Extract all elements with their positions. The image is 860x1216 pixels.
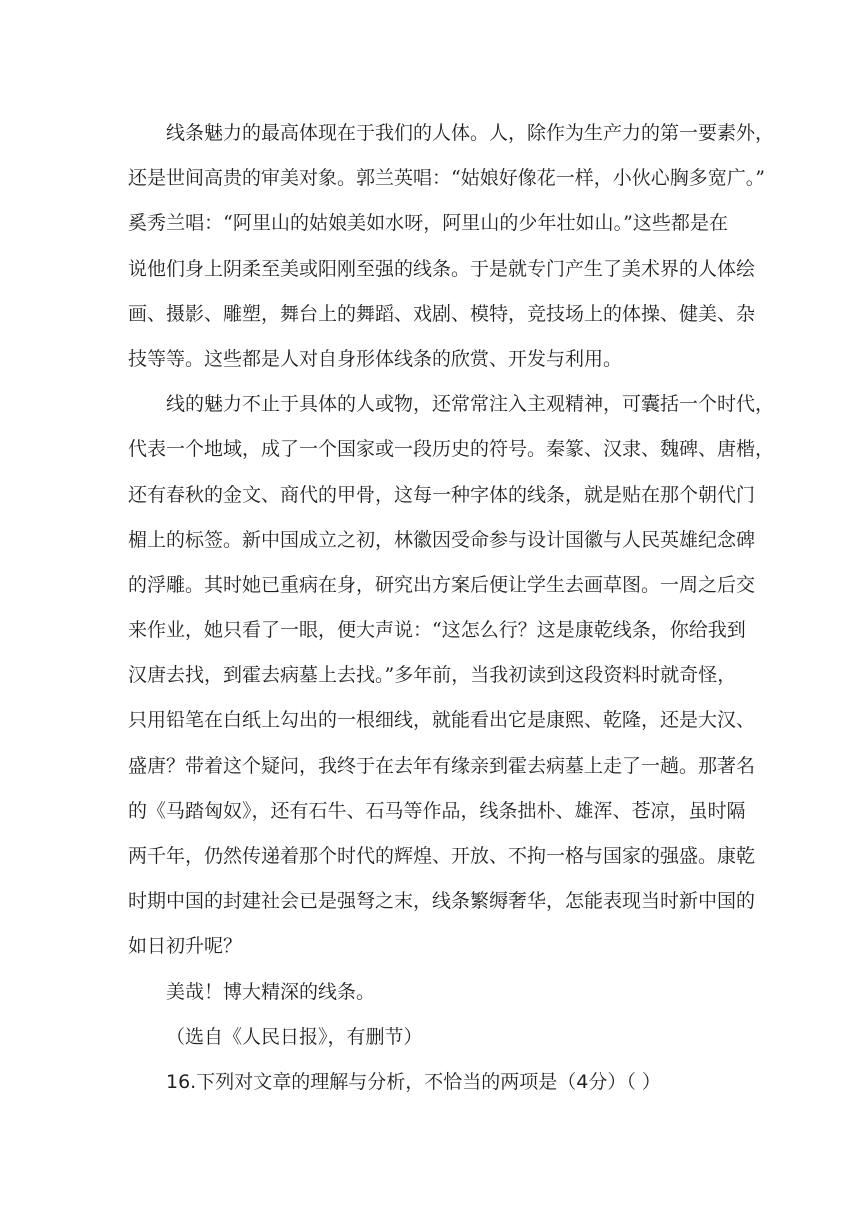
question-16 <box>128 1060 728 1105</box>
text-line: 技等等。这些都是人对自身形体线条的欣赏、开发与利用。 <box>128 347 623 370</box>
text-line: 还有春秋的金文、商代的甲骨，这每一种字体的线条，就是贴在那个朝代门 <box>128 483 756 506</box>
paragraph-human-body <box>128 111 775 382</box>
text-line: 汉唐去找，到霍去病墓上去找。”多年前，当我初读到这段资料时就奇怪， <box>128 664 737 687</box>
text-line: 画、摄影、雕塑，舞台上的舞蹈、戏剧、模特，竞技场上的体操、健美、杂 <box>128 302 756 325</box>
text-line: 代表一个地域，成了一个国家或一段历史的符号。秦篆、汉隶、魏碑、唐楷， <box>128 438 775 461</box>
text-line: 还是世间高贵的审美对象。郭兰英唱：“姑娘好像花一样，小伙心胸多宽广。” <box>128 167 765 190</box>
text-line: 的浮雕。其时她已重病在身，研究出方案后便让学生去画草图。一周之后交 <box>128 573 756 596</box>
text-line: 说他们身上阴柔至美或阳刚至强的线条。于是就专门产生了美术界的人体绘 <box>128 257 756 280</box>
question-unit: 分）（ ） <box>588 1070 661 1093</box>
question-points: 4 <box>576 1070 589 1093</box>
text-line: 线条魅力的最高体现在于我们的人体。人，除作为生产力的第一要素外， <box>166 122 775 144</box>
text-line: 只用铅笔在白纸上勾出的一根细线，就能看出它是康熙、乾隆，还是大汉、 <box>128 709 756 732</box>
text-line: 美哉！博大精深的线条。 <box>166 980 376 1003</box>
paragraph-line-spirit <box>128 382 775 969</box>
text-line: 楣上的标签。新中国成立之初，林徽因受命参与设计国徽与人民英雄纪念碑 <box>128 528 756 551</box>
text-line: 如日初升呢？ <box>128 935 243 958</box>
text-line: 的《马踏匈奴》，还有石牛、石马等作品，线条拙朴、雄浑、苍凉，虽时隔 <box>128 799 746 822</box>
text-line: 两千年，仍然传递着那个时代的辉煌、开放、不拘一格与国家的强盛。康乾 <box>128 845 756 867</box>
question-number: 16. <box>166 1070 197 1093</box>
article-body <box>128 111 775 1105</box>
question-text: 下列对文章的理解与分析，不恰当的两项是（ <box>196 1070 577 1093</box>
text-line: 奚秀兰唱：“阿里山的姑娘美如水呀，阿里山的少年壮如山。”这些都是在 <box>128 212 728 235</box>
source-citation: （选自《人民日报》，有删节） <box>166 1025 423 1048</box>
text-line: 线的魅力不止于具体的人或物，还常常注入主观精神，可囊括一个时代， <box>166 393 775 416</box>
paragraph-closing <box>128 970 728 1015</box>
text-line: 盛唐？带着这个疑问，我终于在去年有缘亲到霍去病墓上走了一趟。那著名 <box>128 754 756 777</box>
text-line: 时期中国的封建社会已是强弩之末，线条繁缛奢华，怎能表现当时新中国的 <box>128 890 756 913</box>
text-line: 来作业，她只看了一眼，便大声说：“这怎么行？这是康乾线条，你给我到 <box>128 619 746 642</box>
